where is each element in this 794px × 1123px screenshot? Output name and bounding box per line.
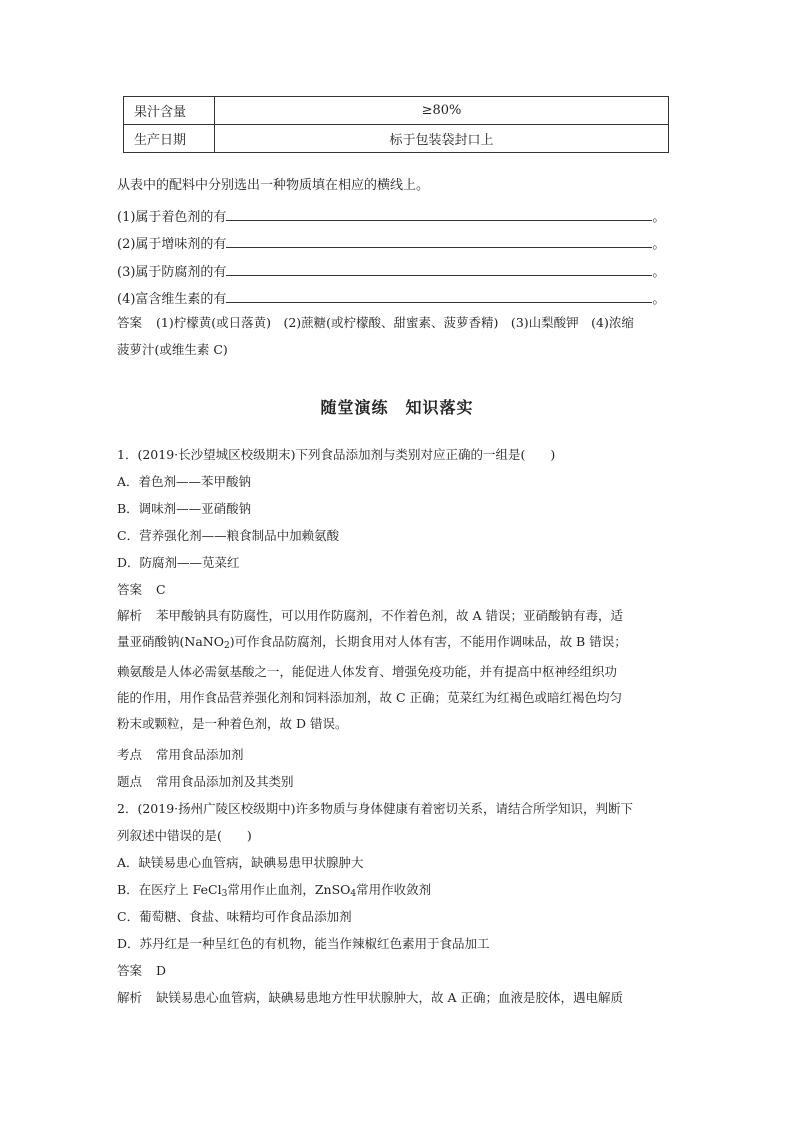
option-a[interactable]: A．缺镁易患心血管病，缺碘易患甲状腺肿大 (117, 855, 364, 870)
answer-line-2: 菠萝汁(或维生素 C) (117, 342, 228, 357)
fill-blank-1 (117, 206, 665, 226)
answer-label: 答案 (117, 315, 143, 330)
subscript: 4 (350, 889, 357, 899)
blank-end: 。 (652, 292, 666, 307)
analysis-line: 苯甲酸钠具有防腐性，可以用作防腐剂，不作着色剂，故 A 错误；亚硝酸钠有毒，适 (156, 608, 623, 623)
table-key: 生产日期 (124, 125, 215, 153)
tidian-label: 题点 (117, 774, 143, 789)
ingredient-table (123, 96, 669, 153)
table-key: 果汁含量 (124, 97, 215, 125)
analysis-line: )可作食品防腐剂，长期食用对人体有害，不能用作调味品，故 B 错误； (229, 634, 627, 649)
option-b[interactable]: B．调味剂——亚硝酸钠 (117, 501, 252, 516)
analysis-line: 能的作用，用作食品营养强化剂和饲料添加剂，故 C 正确；苋菜红为红褐色或暗红褐色均匀 (117, 690, 623, 705)
answer-blank[interactable] (226, 233, 652, 248)
blank-label: (4)富含维生素的有 (117, 292, 227, 307)
section-title: 随堂演练 知识落实 (320, 398, 474, 417)
fill-blank-3 (117, 261, 665, 281)
analysis-label: 解析 (117, 608, 143, 623)
analysis-line: 粉末或颗粒，是一种着色剂，故 D 错误。 (117, 716, 348, 731)
blank-end: 。 (652, 210, 666, 225)
analysis-label: 解析 (117, 990, 143, 1005)
option-c[interactable]: C．葡萄糖、食盐、味精均可作食品添加剂 (117, 909, 352, 924)
analysis-line: 赖氨酸是人体必需氨基酸之一，能促进人体发育、增强免疫功能，并有提高中枢神经组织功 (117, 664, 618, 679)
q2-answer (117, 963, 166, 979)
option-b-text: 常用作止血剂，ZnSO (227, 882, 351, 897)
intro-text: 从表中的配料中分别选出一种物质填在相应的横线上。 (117, 178, 430, 193)
table-row (124, 97, 669, 125)
subscript: 3 (221, 889, 228, 899)
answer-label: 答案 (117, 963, 143, 978)
subscript: 2 (223, 641, 230, 651)
table-row (124, 125, 669, 153)
option-b-text: B．在医疗上 FeCl (117, 882, 222, 897)
option-d[interactable]: D．防腐剂——苋菜红 (117, 555, 240, 570)
question-1-stem: 1．(2019·长沙望城区校级期末)下列食品添加剂与类别对应正确的一组是( ) (117, 447, 556, 462)
tidian-text: 常用食品添加剂及其类别 (156, 774, 294, 789)
option-c[interactable]: C．营养强化剂——粮食制品中加赖氨酸 (117, 528, 340, 543)
answer-blank[interactable] (226, 288, 652, 303)
fill-blank-2 (117, 233, 665, 253)
option-a[interactable]: A．着色剂——苯甲酸钠 (117, 474, 252, 489)
option-d[interactable]: D．苏丹红是一种呈红色的有机物，能当作辣椒红色素用于食品加工 (117, 936, 490, 951)
blank-label: (3)属于防腐剂的有 (117, 265, 227, 280)
tidian (117, 774, 294, 790)
answer-value: D (156, 963, 167, 978)
option-b-text: 常用作收敛剂 (356, 882, 432, 897)
kaodian-label: 考点 (117, 747, 143, 762)
kaodian (117, 747, 244, 763)
q2-analysis (117, 990, 623, 1006)
answer-text: (1)柠檬黄(或日落黄) (2)蔗糖(或柠檬酸、甜蜜素、菠萝香精) (3)山梨酸钾 (4)浓缩 (156, 315, 634, 330)
blank-end: 。 (652, 265, 666, 280)
answer-blank[interactable] (226, 261, 652, 276)
answer-blank[interactable] (226, 206, 652, 221)
table-value: ≥80% (215, 97, 669, 125)
analysis-line: 缺镁易患心血管病，缺碘易患地方性甲状腺肿大，故 A 正确；血液是胶体，遇电解质 (156, 990, 623, 1005)
analysis-line: 量亚硝酸钠(NaNO (117, 634, 224, 649)
table-value: 标于包装袋封口上 (215, 125, 669, 153)
fill-blank-4 (117, 288, 665, 308)
question-2-stem: 2．(2019·扬州广陵区校级期中)许多物质与身体健康有着密切关系，请结合所学知识，判断下 (117, 801, 633, 816)
blank-label: (2)属于增味剂的有 (117, 237, 227, 252)
kaodian-text: 常用食品添加剂 (156, 747, 244, 762)
q1-answer (117, 582, 166, 598)
blank-label: (1)属于着色剂的有 (117, 210, 227, 225)
q1-analysis (117, 603, 679, 737)
blank-end: 。 (652, 237, 666, 252)
option-b[interactable] (117, 882, 431, 902)
answer-line (117, 315, 634, 331)
answer-value: C (156, 582, 166, 597)
answer-label: 答案 (117, 582, 143, 597)
question-2-stem-2: 列叙述中错误的是( ) (117, 828, 252, 843)
